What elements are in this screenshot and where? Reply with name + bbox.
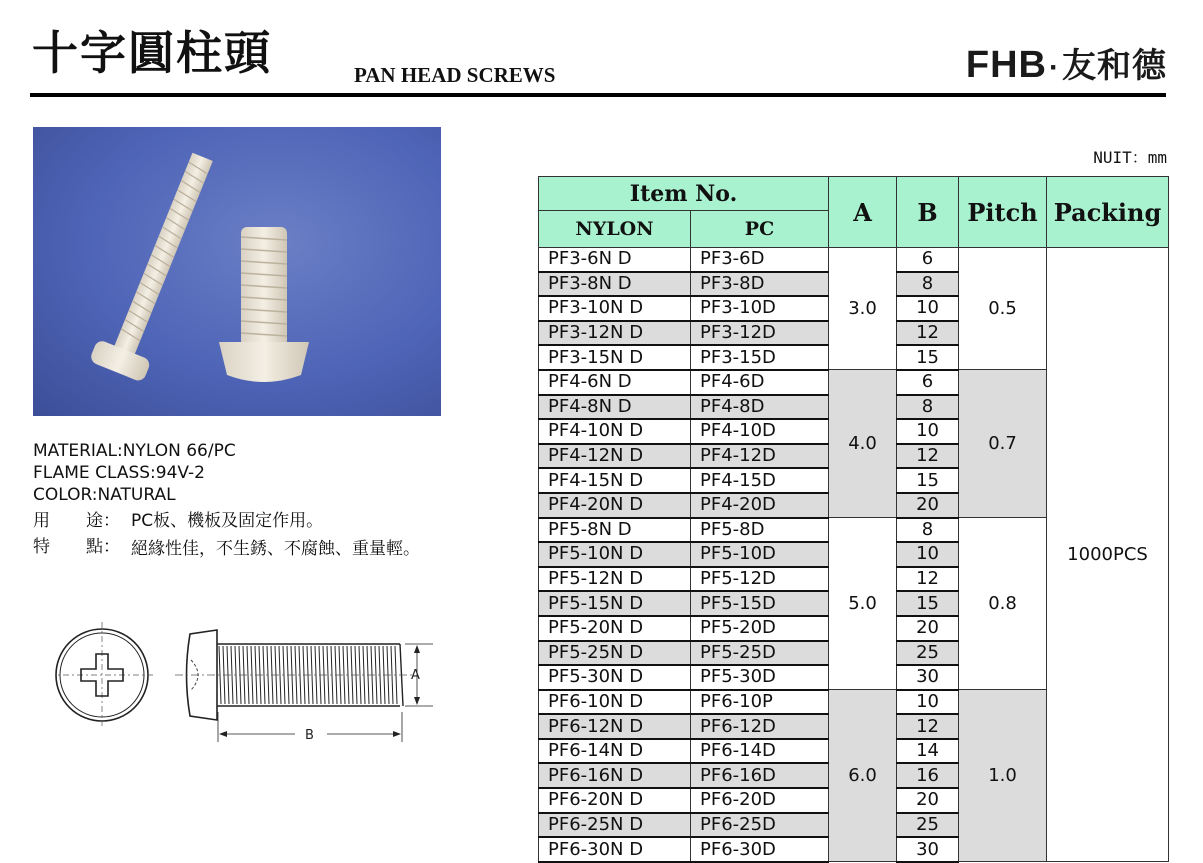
brand-latin: FHB xyxy=(965,44,1047,86)
cell-b: 14 xyxy=(897,739,959,764)
cell-nylon: PF3-10N D xyxy=(539,296,691,321)
dimension-b-label: B xyxy=(305,728,314,743)
screws-illustration xyxy=(33,127,441,416)
header-item-no: Item No. xyxy=(539,177,829,211)
spec-feature-key-1: 特 xyxy=(33,537,50,557)
header-nylon: NYLON xyxy=(539,211,691,248)
cell-nylon: PF6-12N D xyxy=(539,714,691,739)
cell-b: 10 xyxy=(897,296,959,321)
cell-pc: PF5-8D xyxy=(691,518,829,543)
cell-pc: PF5-30D xyxy=(691,665,829,690)
cell-nylon: PF3-15N D xyxy=(539,345,691,370)
cell-b: 25 xyxy=(897,641,959,666)
cell-pc: PF5-25D xyxy=(691,641,829,666)
cell-b: 16 xyxy=(897,763,959,788)
cell-pitch: 0.5 xyxy=(959,248,1047,370)
cell-nylon: PF5-15N D xyxy=(539,591,691,616)
table-body xyxy=(539,248,1169,862)
cell-pc: PF3-6D xyxy=(691,248,829,272)
cell-a: 5.0 xyxy=(829,518,897,690)
spec-use-key-2: 途 xyxy=(86,511,103,531)
cell-nylon: PF4-20N D xyxy=(539,493,691,518)
cell-b: 10 xyxy=(897,419,959,444)
cell-b: 30 xyxy=(897,665,959,690)
table-row xyxy=(539,248,1169,272)
spec-use-key xyxy=(33,510,103,532)
cell-pc: PF4-6D xyxy=(691,370,829,395)
cell-nylon: PF3-8N D xyxy=(539,272,691,297)
spec-block xyxy=(33,440,453,562)
header-b: B xyxy=(897,177,959,248)
spec-use xyxy=(33,510,453,532)
cell-b: 8 xyxy=(897,272,959,297)
page-subtitle: PAN HEAD SCREWS xyxy=(354,63,556,87)
cell-nylon: PF3-6N D xyxy=(539,248,691,272)
spec-flame-class: FLAME CLASS:94V-2 xyxy=(33,463,205,483)
cell-b: 8 xyxy=(897,395,959,420)
spec-feature-value: 絕緣性佳，不生銹、不腐蝕、重量輕。 xyxy=(131,539,420,559)
cell-pc: PF6-10P xyxy=(691,690,829,715)
screw-side-view xyxy=(175,630,415,720)
cell-nylon: PF5-30N D xyxy=(539,665,691,690)
cell-pc: PF5-12D xyxy=(691,567,829,592)
cell-a: 6.0 xyxy=(829,690,897,862)
cell-nylon: PF6-10N D xyxy=(539,690,691,715)
cell-b: 12 xyxy=(897,567,959,592)
unit-label: NUIT：mm xyxy=(1093,148,1167,167)
cell-pitch: 1.0 xyxy=(959,690,1047,862)
spec-material: MATERIAL:NYLON 66/PC xyxy=(33,441,236,461)
cell-pc: PF4-12D xyxy=(691,444,829,469)
spec-feature-colon: ： xyxy=(103,537,120,557)
header-pc: PC xyxy=(691,211,829,248)
cell-b: 15 xyxy=(897,591,959,616)
cell-b: 12 xyxy=(897,321,959,346)
spec-feature xyxy=(33,536,453,562)
header-pitch: Pitch xyxy=(959,177,1047,248)
cell-a: 4.0 xyxy=(829,370,897,518)
cell-nylon: PF6-16N D xyxy=(539,763,691,788)
cell-pc: PF3-10D xyxy=(691,296,829,321)
cell-a: 3.0 xyxy=(829,248,897,370)
spec-feature-key-2: 點 xyxy=(86,537,103,557)
product-table xyxy=(538,176,1169,863)
header-packing: Packing xyxy=(1047,177,1169,248)
spec-use-key-1: 用 xyxy=(33,511,50,531)
cell-nylon: PF5-25N D xyxy=(539,641,691,666)
cell-nylon: PF3-12N D xyxy=(539,321,691,346)
cell-nylon: PF4-8N D xyxy=(539,395,691,420)
cell-b: 20 xyxy=(897,493,959,518)
header-a: A xyxy=(829,177,897,248)
cell-nylon: PF5-10N D xyxy=(539,542,691,567)
cell-nylon: PF4-15N D xyxy=(539,468,691,493)
cell-pc: PF4-15D xyxy=(691,468,829,493)
cell-pc: PF6-25D xyxy=(691,813,829,838)
cell-packing: 1000PCS xyxy=(1047,248,1169,862)
cell-b: 20 xyxy=(897,616,959,641)
cell-nylon: PF4-10N D xyxy=(539,419,691,444)
spec-use-colon: ： xyxy=(103,511,120,531)
cell-b: 30 xyxy=(897,837,959,862)
cell-b: 15 xyxy=(897,468,959,493)
cell-pc: PF5-15D xyxy=(691,591,829,616)
brand-zh: 友和德 xyxy=(1062,46,1167,86)
cell-nylon: PF6-25N D xyxy=(539,813,691,838)
spec-color: COLOR:NATURAL xyxy=(33,485,176,505)
cell-nylon: PF4-12N D xyxy=(539,444,691,469)
dimension-a-label: A xyxy=(411,668,420,683)
cell-b: 25 xyxy=(897,813,959,838)
spec-feature-key xyxy=(33,536,103,562)
cell-pc: PF6-12D xyxy=(691,714,829,739)
cell-pitch: 0.7 xyxy=(959,370,1047,518)
cell-pc: PF6-20D xyxy=(691,788,829,813)
cell-b: 8 xyxy=(897,518,959,543)
cell-b: 12 xyxy=(897,444,959,469)
cell-pc: PF3-12D xyxy=(691,321,829,346)
cell-pc: PF6-14D xyxy=(691,739,829,764)
cell-nylon: PF4-6N D xyxy=(539,370,691,395)
cell-pc: PF6-30D xyxy=(691,837,829,862)
head-top-view xyxy=(55,622,155,728)
cell-nylon: PF5-20N D xyxy=(539,616,691,641)
cell-b: 12 xyxy=(897,714,959,739)
cell-pc: PF4-10D xyxy=(691,419,829,444)
cell-pitch: 0.8 xyxy=(959,518,1047,690)
technical-drawing xyxy=(55,620,435,750)
cell-b: 15 xyxy=(897,345,959,370)
header-divider xyxy=(30,93,1166,97)
cell-nylon: PF6-30N D xyxy=(539,837,691,862)
cell-pc: PF5-20D xyxy=(691,616,829,641)
cell-b: 10 xyxy=(897,690,959,715)
cell-b: 10 xyxy=(897,542,959,567)
cell-pc: PF4-8D xyxy=(691,395,829,420)
brand-logo xyxy=(966,38,1167,87)
cell-b: 6 xyxy=(897,248,959,272)
cell-b: 6 xyxy=(897,370,959,395)
cell-nylon: PF6-14N D xyxy=(539,739,691,764)
cell-nylon: PF6-20N D xyxy=(539,788,691,813)
cell-pc: PF3-8D xyxy=(691,272,829,297)
cell-nylon: PF5-8N D xyxy=(539,518,691,543)
cell-nylon: PF5-12N D xyxy=(539,567,691,592)
cell-b: 20 xyxy=(897,788,959,813)
product-photo xyxy=(33,127,441,416)
brand-dot: · xyxy=(1049,51,1060,84)
spec-use-value: PC板、機板及固定作用。 xyxy=(131,511,324,531)
cell-pc: PF3-15D xyxy=(691,345,829,370)
cell-pc: PF5-10D xyxy=(691,542,829,567)
cell-pc: PF6-16D xyxy=(691,763,829,788)
page-title: 十字圓柱頭 xyxy=(32,26,272,80)
cell-pc: PF4-20D xyxy=(691,493,829,518)
